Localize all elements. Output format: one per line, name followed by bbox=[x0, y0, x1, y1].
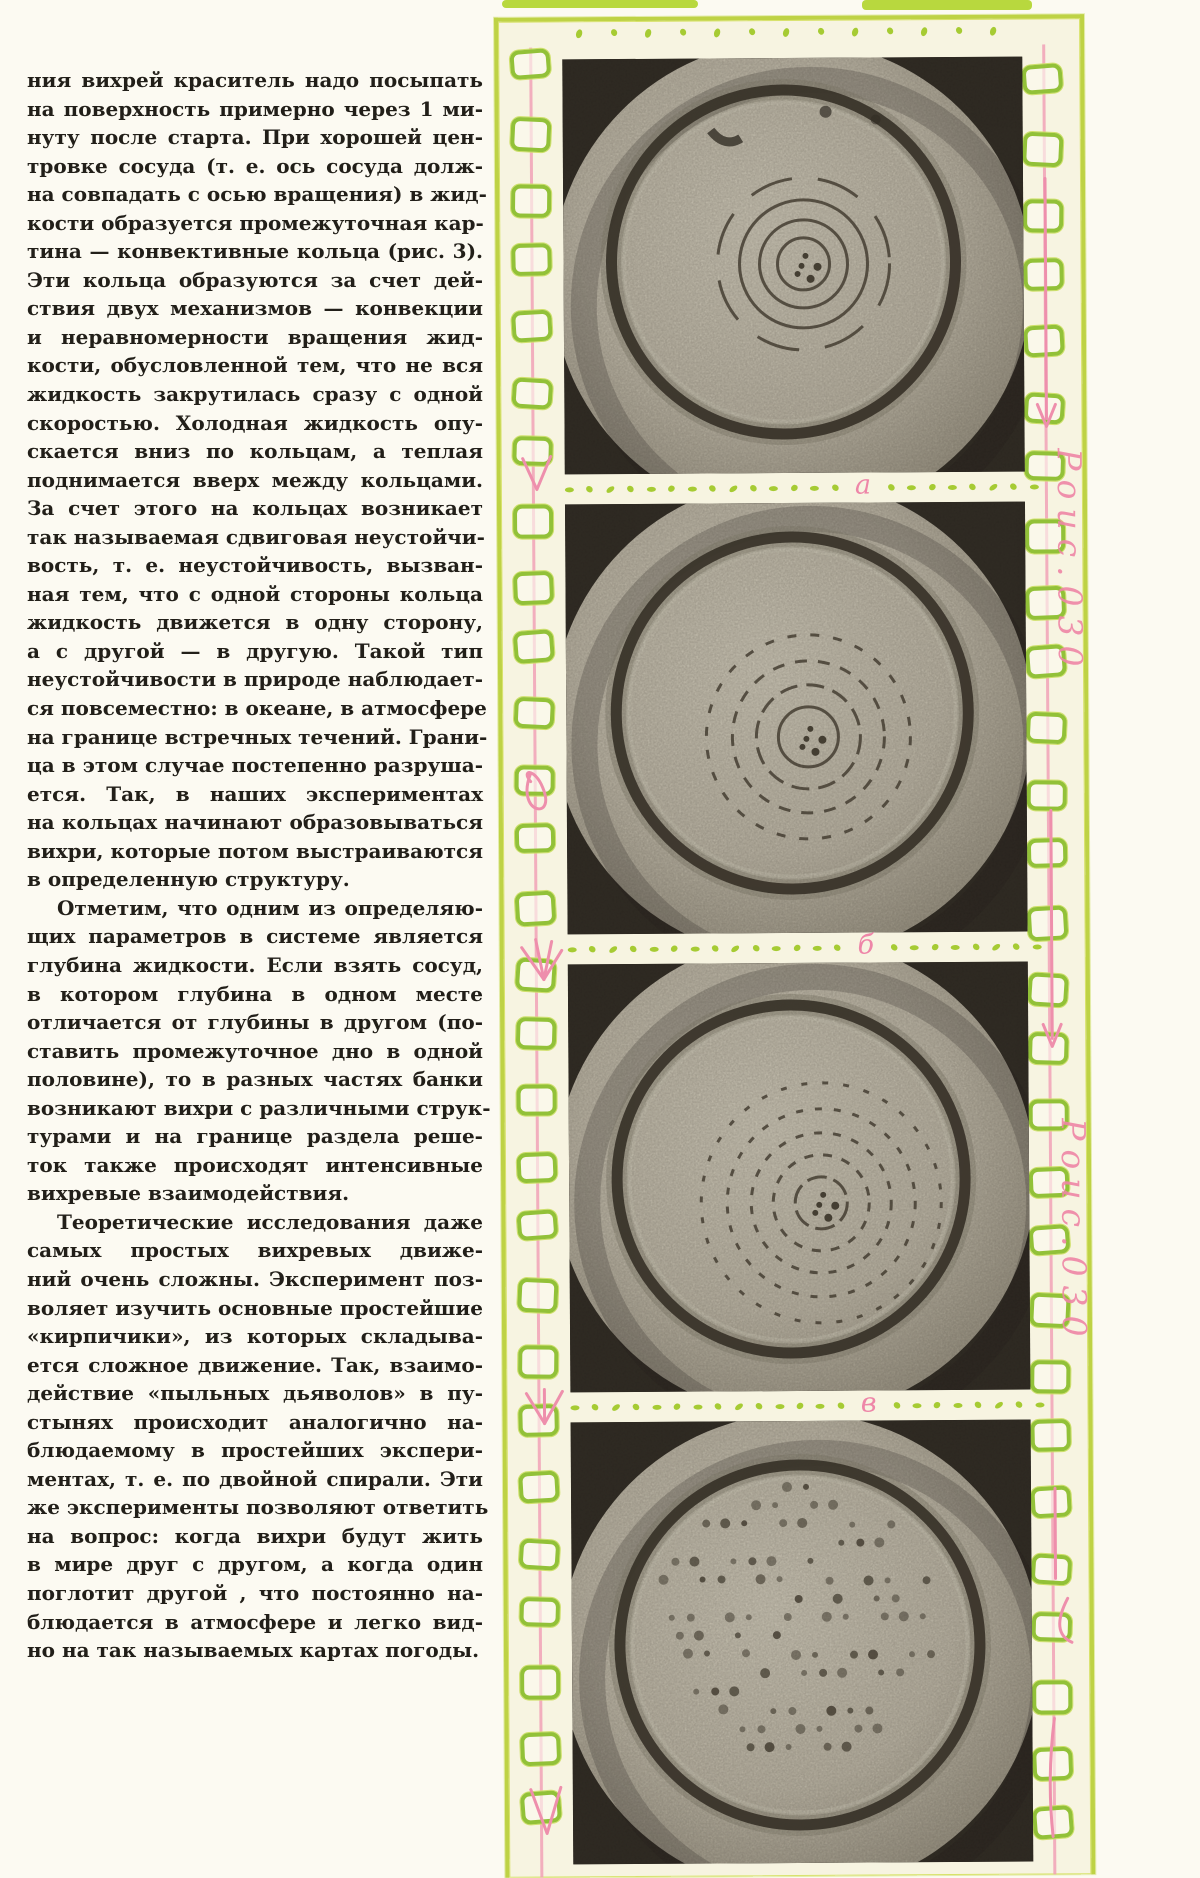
text-line: ментах, т. е. по двойной спирали. Эти bbox=[27, 1466, 483, 1491]
separator-dot bbox=[693, 1404, 702, 1409]
separator-dot bbox=[647, 486, 656, 491]
sprocket-hole bbox=[513, 629, 555, 664]
text-line: кости, обусловленной тем, что не вся bbox=[27, 353, 483, 378]
separator-dot bbox=[565, 487, 574, 492]
separator-dot bbox=[670, 944, 679, 953]
separator-dot bbox=[673, 1402, 682, 1411]
text-line: вихри, которые потом выстраиваются bbox=[27, 838, 483, 863]
separator-dot bbox=[953, 1402, 962, 1407]
separator-dot bbox=[889, 943, 898, 952]
handwritten-annotation-top: Роис.030 bbox=[1049, 448, 1091, 676]
sprocket-hole bbox=[1032, 1680, 1072, 1714]
separator-label: а bbox=[854, 469, 872, 501]
sprocket-hole bbox=[515, 957, 557, 992]
filmstrip bbox=[494, 14, 1095, 1878]
separator-dot bbox=[734, 1402, 744, 1411]
text-line: вихревые взаимодействия. bbox=[27, 1181, 350, 1206]
separator-dot bbox=[728, 484, 738, 493]
sprocket-hole bbox=[510, 116, 552, 152]
text-line: «кирпичики», из которых складыва- bbox=[27, 1324, 483, 1349]
separator-dot bbox=[1032, 944, 1041, 949]
separator-dot bbox=[629, 944, 638, 953]
text-line: глубина жидкости. Если взять сосуд, bbox=[27, 952, 483, 977]
text-line: нуту после старта. При хорошей цен- bbox=[27, 125, 483, 150]
separator-dot bbox=[994, 1400, 1004, 1409]
text-line: самых простых вихревых движе- bbox=[27, 1238, 483, 1263]
text-line: стынях происходит аналогично на- bbox=[27, 1409, 483, 1434]
sprocket-hole bbox=[1027, 780, 1067, 810]
text-line: в мире друг с другом, а когда один bbox=[27, 1552, 483, 1577]
sprocket-hole bbox=[512, 436, 553, 466]
text-line: тина — конвективные кольца (рис. 3). bbox=[27, 239, 483, 264]
text-line: ется. Так, в наших экспериментах bbox=[27, 781, 483, 806]
sprocket-hole bbox=[1032, 1747, 1073, 1782]
sprocket-hole bbox=[511, 184, 551, 217]
separator-dot bbox=[714, 1402, 723, 1411]
text-line: так называемая сдвиговая неустойчи- bbox=[27, 524, 485, 549]
sprocket-hole bbox=[513, 504, 553, 538]
separator-dot bbox=[790, 484, 799, 493]
text-line: поглотит другой , что постоянно на- bbox=[27, 1580, 483, 1605]
sprocket-hole bbox=[1031, 1553, 1073, 1585]
separator-dot bbox=[948, 484, 957, 489]
separator-dot bbox=[751, 944, 760, 953]
sprocket-hole bbox=[511, 243, 552, 276]
text-line: Теоретические исследования даже bbox=[57, 1209, 483, 1234]
separator-dot bbox=[687, 486, 696, 491]
frame-separator-а bbox=[559, 471, 1045, 504]
text-line: жидкость закрутилась сразу с одной bbox=[27, 382, 483, 407]
separator-dot bbox=[769, 486, 778, 491]
separator-dot bbox=[968, 482, 977, 491]
separator-dot bbox=[632, 1402, 641, 1411]
filmstrip-frames bbox=[562, 19, 1033, 1878]
text-line: половине), то в разных частях банки bbox=[27, 1067, 483, 1092]
separator-dot bbox=[608, 944, 618, 953]
separator-dot bbox=[652, 1404, 661, 1409]
text-line: Эти кольца образуются за счет дей- bbox=[27, 267, 483, 292]
separator-label: в bbox=[860, 1387, 877, 1419]
text-line: на совпадать с осью вращения) в жид- bbox=[27, 182, 487, 207]
separator-dot bbox=[792, 943, 801, 952]
separator-dot bbox=[830, 483, 839, 492]
sprocket-hole bbox=[513, 571, 554, 606]
separator-dot bbox=[605, 484, 615, 493]
sprocket-hole bbox=[1032, 1804, 1074, 1839]
sprocket-hole bbox=[1023, 392, 1065, 424]
text-line: а с другой — в другую. Такой тип bbox=[27, 638, 483, 663]
green-top-mark bbox=[502, 0, 698, 8]
sprocket-hole bbox=[511, 377, 553, 409]
separator-dot bbox=[1012, 942, 1021, 951]
separator-dot bbox=[588, 945, 597, 954]
frame-separator-в bbox=[564, 1389, 1050, 1422]
separator-dot bbox=[836, 1401, 845, 1410]
separator-dot bbox=[907, 485, 916, 490]
sprocket-hole bbox=[518, 1345, 558, 1378]
separator-dot bbox=[974, 1400, 983, 1409]
separator-dot bbox=[585, 485, 594, 494]
sprocket-hole bbox=[1030, 1418, 1071, 1451]
separator-dot bbox=[711, 944, 720, 953]
text-line: возникают вихри с различными струк- bbox=[27, 1095, 491, 1120]
sprocket-hole bbox=[514, 697, 555, 730]
text-line: ток также происходят интенсивные bbox=[27, 1152, 483, 1177]
separator-dot bbox=[886, 483, 895, 492]
text-line: на кольцах начинают образовываться bbox=[27, 810, 483, 835]
photo-frame-1 bbox=[562, 57, 1025, 475]
separator-dot bbox=[810, 485, 819, 490]
text-line: жидкость движется в одну сторону, bbox=[27, 610, 483, 635]
text-line: неустойчивости в природе наблюдает- bbox=[27, 667, 483, 692]
text-line: в котором глубина в одном месте bbox=[27, 981, 483, 1006]
sprocket-hole bbox=[1023, 199, 1063, 232]
separator-dot bbox=[951, 944, 960, 949]
separator-dot bbox=[813, 945, 822, 950]
sprocket-hole bbox=[520, 1732, 561, 1767]
text-line: отличается от глубины в другом (по- bbox=[27, 1010, 483, 1035]
text-line: скоростью. Холодная жидкость опу- bbox=[27, 410, 483, 435]
separator-dot bbox=[930, 943, 939, 952]
sprocket-hole bbox=[514, 765, 554, 795]
frame-separator-б bbox=[562, 931, 1048, 964]
text-line: турами и на границе раздела реше- bbox=[27, 1124, 483, 1149]
sprocket-hole bbox=[517, 1277, 559, 1313]
text-line: ся повсеместно: в океане, в атмосфере bbox=[27, 696, 487, 721]
sprocket-hole bbox=[1021, 63, 1063, 95]
text-line: ствия двух механизмов — конвекции bbox=[27, 296, 483, 321]
article-text bbox=[27, 66, 491, 1665]
text-line: ния вихрей краситель надо посыпать bbox=[27, 68, 483, 92]
text-line: тровке сосуда (т. е. ось сосуда долж- bbox=[27, 153, 483, 178]
separator-dot bbox=[933, 1401, 942, 1410]
separator-dot bbox=[690, 946, 699, 951]
sprocket-hole bbox=[516, 1151, 557, 1183]
separator-dot bbox=[568, 947, 577, 952]
separator-dot bbox=[1009, 482, 1018, 491]
separator-dot bbox=[816, 1403, 825, 1408]
separator-dot bbox=[754, 1402, 763, 1411]
separator-dot bbox=[991, 942, 1001, 951]
sprocket-hole bbox=[518, 1404, 559, 1437]
separator-dot bbox=[927, 483, 936, 492]
sprocket-hole bbox=[520, 1790, 562, 1825]
separator-dot bbox=[988, 482, 998, 491]
separator-dot bbox=[749, 484, 758, 493]
sprocket-hole bbox=[516, 1209, 558, 1241]
sprocket-hole bbox=[1027, 838, 1068, 868]
separator-dot bbox=[730, 944, 740, 953]
separator-dot bbox=[892, 1401, 901, 1410]
sprocket-hole bbox=[1030, 1485, 1072, 1518]
sprocket-hole bbox=[516, 1016, 557, 1049]
separator-dot bbox=[611, 1402, 621, 1411]
text-line: воляет изучить основные простейшие bbox=[27, 1295, 483, 1320]
photo-frame-3 bbox=[568, 962, 1031, 1393]
text-line: щих параметров в системе является bbox=[27, 924, 483, 949]
sprocket-hole bbox=[1028, 1031, 1069, 1064]
separator-dot bbox=[626, 484, 635, 493]
text-line: действие «пыльных дьяволов» в пу- bbox=[27, 1381, 483, 1406]
text-line: поднимается вверх между кольцами. bbox=[27, 467, 483, 492]
text-line: же эксперименты позволяют ответить bbox=[27, 1495, 489, 1520]
text-line: Отметим, что одним из определяю- bbox=[57, 895, 483, 920]
sprocket-hole bbox=[1023, 324, 1065, 357]
text-line: ется сложное движение. Так, взаимо- bbox=[27, 1352, 483, 1377]
text-line: блюдаемому в простейших экспери- bbox=[27, 1438, 483, 1463]
text-line: ная тем, что с одной стороны кольца bbox=[27, 581, 483, 606]
sprocket-hole bbox=[1023, 257, 1064, 290]
green-top-mark bbox=[862, 0, 1032, 10]
sprocket-hole bbox=[509, 48, 551, 80]
separator-dot bbox=[795, 1401, 804, 1410]
sprocket-hole bbox=[1022, 131, 1064, 167]
photo-frame-2 bbox=[565, 502, 1028, 935]
separator-dot bbox=[772, 946, 781, 951]
sprocket-hole bbox=[518, 1538, 560, 1570]
handwritten-annotation-bottom: Роис.030 bbox=[1053, 1118, 1095, 1346]
sprocket-hole bbox=[1031, 1612, 1072, 1642]
separator-dot bbox=[1030, 484, 1039, 489]
photo-frame-4 bbox=[571, 1420, 1034, 1865]
separator-dot bbox=[667, 484, 676, 493]
text-line: скается вниз по кольцам, а теплая bbox=[27, 439, 483, 464]
text-line: на границе встречных течений. Грани- bbox=[27, 724, 488, 749]
text-line: ставить промежуточное дно в одной bbox=[27, 1038, 483, 1063]
text-line: блюдается в атмосфере и легко вид- bbox=[27, 1609, 483, 1634]
separator-dot bbox=[910, 945, 919, 950]
text-line: в определенную структуру. bbox=[27, 867, 350, 892]
text-line: ний очень сложны. Эксперимент поз- bbox=[27, 1266, 483, 1291]
sprocket-hole bbox=[511, 309, 553, 342]
text-line: кости образуется промежуточная кар- bbox=[27, 210, 484, 235]
separator-dot bbox=[649, 946, 658, 951]
separator-dot bbox=[971, 942, 980, 951]
text-line: ца в этом случае постепенно разруша- bbox=[27, 753, 483, 778]
text-line: на поверхность примерно через 1 ми- bbox=[27, 96, 483, 121]
text-line: За счет этого на кольцах возникает bbox=[27, 496, 483, 521]
separator-dot bbox=[1035, 1402, 1044, 1407]
separator-dot bbox=[570, 1405, 579, 1410]
sprocket-hole bbox=[514, 890, 556, 926]
text-line: и неравномерности вращения жид- bbox=[27, 324, 483, 349]
separator-dot bbox=[833, 943, 842, 952]
text-line: на вопрос: когда вихри будут жить bbox=[27, 1523, 483, 1548]
sprocket-hole bbox=[517, 1084, 557, 1115]
text-line: вость, т. е. неустойчивость, вызван- bbox=[27, 553, 483, 578]
sprocket-hole bbox=[515, 823, 556, 853]
separator-dot bbox=[775, 1404, 784, 1409]
text-line: но на так называемых картах погоды. bbox=[27, 1638, 480, 1663]
sprocket-hole bbox=[518, 1470, 560, 1503]
sprocket-hole bbox=[1027, 972, 1069, 1007]
separator-dot bbox=[1015, 1400, 1024, 1409]
sprocket-hole bbox=[520, 1665, 560, 1699]
separator-dot bbox=[591, 1403, 600, 1412]
sprocket-hole bbox=[1026, 712, 1067, 745]
separator-dot bbox=[912, 1403, 921, 1408]
separator-label: б bbox=[857, 929, 875, 961]
separator-dot bbox=[708, 484, 717, 493]
sprocket-hole bbox=[519, 1597, 560, 1627]
